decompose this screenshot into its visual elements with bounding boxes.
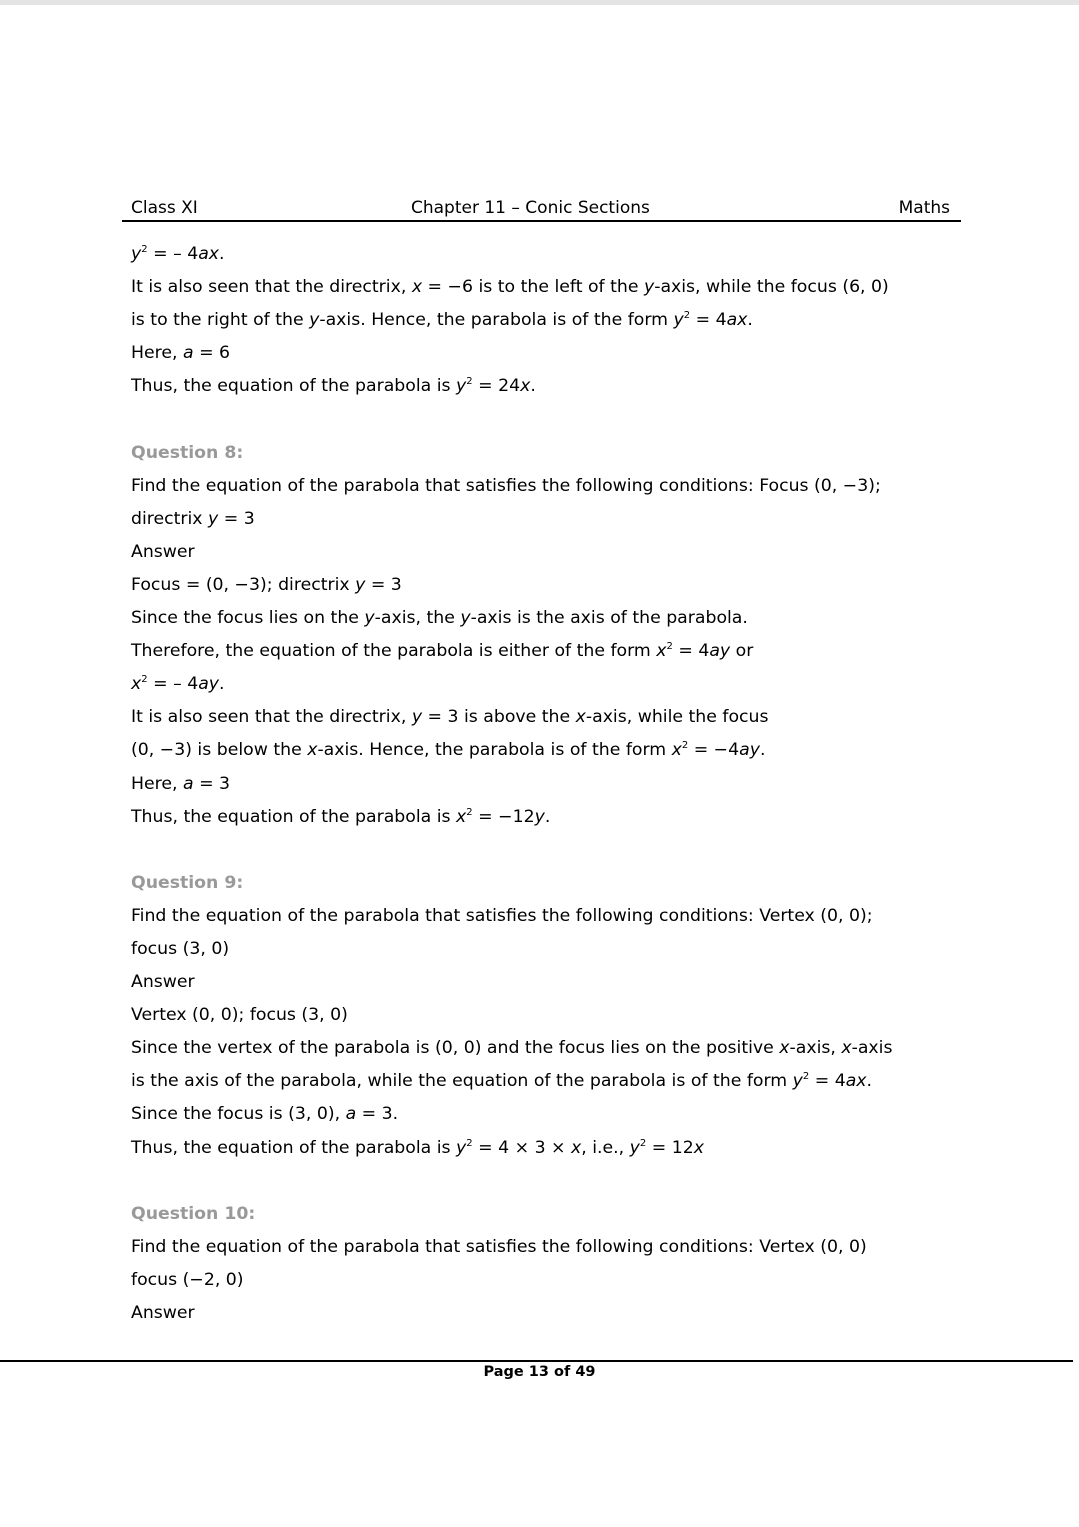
math-variable: ay bbox=[739, 740, 760, 761]
text: Answer bbox=[131, 541, 195, 562]
question-heading bbox=[131, 437, 971, 470]
text-line bbox=[131, 1098, 971, 1131]
text: = 3. bbox=[356, 1104, 399, 1125]
text-line bbox=[131, 602, 971, 635]
header-subject: Maths bbox=[898, 198, 950, 218]
text: -axis, while the focus (6, 0) bbox=[654, 277, 889, 298]
math-variable: x bbox=[411, 277, 423, 298]
math-variable: y bbox=[456, 376, 467, 397]
text: = −6 is to the left of the bbox=[422, 277, 644, 298]
text-line bbox=[131, 701, 971, 734]
text: = 3 is above the bbox=[422, 707, 576, 728]
math-variable: x bbox=[656, 641, 667, 662]
math-variable: a bbox=[182, 773, 194, 794]
text-line bbox=[131, 1231, 971, 1264]
text: -axis. Hence, the parabola is of the form bbox=[317, 740, 672, 761]
text-line bbox=[131, 503, 971, 536]
math-variable: x bbox=[571, 1137, 582, 1158]
math-variable: x bbox=[131, 674, 142, 695]
math-variable: y bbox=[534, 806, 545, 827]
math-variable: ay bbox=[709, 641, 731, 662]
text: -axis, the bbox=[374, 608, 461, 629]
text-line bbox=[131, 1264, 971, 1297]
text: , i.e., bbox=[581, 1137, 630, 1158]
text-line bbox=[131, 304, 971, 337]
text: It is also seen that the directrix, bbox=[131, 277, 412, 298]
text: . bbox=[219, 244, 225, 264]
superscript: 2 bbox=[141, 674, 148, 686]
text: Find the equation of the parabola that satisfies the following conditions: Focus (0, −3); bbox=[131, 475, 881, 496]
text-line bbox=[131, 635, 971, 668]
math-variable: y bbox=[643, 277, 655, 298]
math-variable: y bbox=[456, 1137, 467, 1158]
question-heading bbox=[131, 867, 971, 900]
text-line bbox=[131, 1297, 971, 1330]
text: focus (3, 0) bbox=[131, 938, 230, 959]
text-line bbox=[131, 1065, 971, 1098]
text-line bbox=[131, 734, 971, 767]
superscript: 2 bbox=[666, 641, 673, 653]
text: (0, −3) is below the bbox=[131, 740, 308, 761]
superscript: 2 bbox=[681, 740, 689, 752]
text: = 3 bbox=[365, 574, 402, 595]
text: = 4 × 3 × bbox=[472, 1137, 572, 1158]
math-variable: ax bbox=[198, 244, 220, 264]
text-line bbox=[131, 668, 971, 701]
question-heading bbox=[131, 1198, 971, 1231]
question-label: Question 10: bbox=[131, 1203, 256, 1224]
text: Vertex (0, 0); focus (3, 0) bbox=[131, 1005, 348, 1026]
math-variable: ay bbox=[198, 674, 220, 695]
math-variable: x bbox=[307, 740, 318, 761]
question-label: Question 9: bbox=[131, 872, 244, 893]
viewer-top-bar bbox=[0, 0, 1079, 5]
text: Since the vertex of the parabola is (0, 0) and the focus lies on the positive bbox=[131, 1038, 780, 1059]
math-variable: y bbox=[355, 574, 366, 595]
text: -axis bbox=[851, 1038, 893, 1059]
math-variable: x bbox=[841, 1038, 852, 1059]
text: Find the equation of the parabola that satisfies the following conditions: Vertex (0, 0); bbox=[131, 905, 873, 926]
text: Thus, the equation of the parabola is bbox=[131, 1137, 457, 1158]
math-variable: ax bbox=[845, 1071, 867, 1092]
text: Here, bbox=[131, 343, 183, 364]
text: = – 4 bbox=[147, 244, 199, 264]
text: -axis. Hence, the parabola is of the form bbox=[319, 310, 674, 331]
math-variable: y bbox=[364, 608, 375, 629]
text: Here, bbox=[131, 773, 183, 794]
text: It is also seen that the directrix, bbox=[131, 707, 412, 728]
text: Thus, the equation of the parabola is bbox=[131, 806, 457, 827]
superscript: 2 bbox=[466, 1137, 473, 1149]
math-variable: x bbox=[671, 740, 682, 761]
math-variable: x bbox=[779, 1038, 790, 1059]
blank-line bbox=[131, 834, 971, 867]
text: = 3 bbox=[218, 508, 255, 529]
math-variable: a bbox=[182, 343, 194, 364]
text-line bbox=[131, 569, 971, 602]
footer-divider bbox=[0, 1360, 1073, 1362]
text: or bbox=[730, 641, 754, 662]
blank-line bbox=[131, 403, 971, 436]
text: = 4 bbox=[690, 310, 727, 331]
text-line bbox=[131, 900, 971, 933]
math-variable: a bbox=[345, 1104, 357, 1125]
math-variable: y bbox=[411, 707, 423, 728]
math-variable: y bbox=[629, 1137, 640, 1158]
text: = 24 bbox=[472, 376, 521, 397]
page-number: Page 13 of 49 bbox=[483, 1364, 596, 1380]
page-header bbox=[122, 198, 961, 222]
text: is to the right of the bbox=[131, 310, 310, 331]
text-line bbox=[131, 933, 971, 966]
text: Since the focus is (3, 0), bbox=[131, 1104, 346, 1125]
superscript: 2 bbox=[639, 1137, 647, 1149]
text: . bbox=[866, 1071, 873, 1092]
text-line bbox=[131, 238, 971, 271]
text: . bbox=[760, 740, 766, 761]
page-body bbox=[131, 238, 971, 1330]
superscript: 2 bbox=[466, 376, 473, 388]
text: = 4 bbox=[672, 641, 710, 662]
math-variable: y bbox=[208, 508, 219, 529]
text: is the axis of the parabola, while the equation of the parabola is of the form bbox=[131, 1071, 793, 1092]
text: . bbox=[544, 806, 551, 827]
math-variable: x bbox=[456, 806, 467, 827]
math-variable: y bbox=[673, 310, 684, 331]
text: = −12 bbox=[472, 806, 535, 827]
text: = 3 bbox=[193, 773, 231, 794]
text: = 4 bbox=[809, 1071, 846, 1092]
text: focus (−2, 0) bbox=[131, 1269, 244, 1290]
text: Therefore, the equation of the parabola is either of the form bbox=[131, 641, 657, 662]
text: = – 4 bbox=[147, 674, 199, 695]
text: Thus, the equation of the parabola is bbox=[131, 376, 457, 397]
text: -axis, while the focus bbox=[585, 707, 769, 728]
math-variable: y bbox=[309, 310, 320, 331]
text-line bbox=[131, 999, 971, 1032]
superscript: 2 bbox=[466, 806, 473, 818]
text-line bbox=[131, 801, 971, 834]
math-variable: x bbox=[693, 1137, 704, 1158]
text-line bbox=[131, 337, 971, 370]
text-line bbox=[131, 966, 971, 999]
text: Focus = (0, −3); directrix bbox=[131, 574, 356, 595]
text: Find the equation of the parabola that satisfies the following conditions: Vertex (0, 0) bbox=[131, 1236, 867, 1257]
header-chapter: Chapter 11 – Conic Sections bbox=[411, 198, 650, 218]
text: . bbox=[219, 674, 225, 695]
text-line bbox=[131, 768, 971, 801]
superscript: 2 bbox=[802, 1071, 810, 1083]
superscript: 2 bbox=[683, 310, 691, 322]
text: Answer bbox=[131, 1303, 195, 1323]
math-variable: x bbox=[575, 707, 586, 728]
question-label: Question 8: bbox=[131, 442, 244, 463]
text: -axis is the axis of the parabola. bbox=[470, 608, 748, 629]
text-line bbox=[131, 271, 971, 304]
text: directrix bbox=[131, 508, 209, 529]
text-line bbox=[131, 536, 971, 569]
text: = 6 bbox=[193, 343, 231, 364]
text-line bbox=[131, 470, 971, 503]
header-class: Class XI bbox=[131, 198, 198, 218]
math-variable: x bbox=[520, 376, 531, 397]
text-line bbox=[131, 1132, 971, 1165]
text: . bbox=[747, 310, 753, 331]
math-variable: y bbox=[460, 608, 471, 629]
text-line bbox=[131, 1032, 971, 1065]
text: Since the focus lies on the bbox=[131, 608, 365, 629]
math-variable: y bbox=[131, 244, 142, 264]
text: . bbox=[530, 376, 536, 397]
math-variable: y bbox=[792, 1071, 803, 1092]
text: = 12 bbox=[646, 1137, 694, 1158]
text-line bbox=[131, 370, 971, 403]
math-variable: ax bbox=[726, 310, 748, 331]
blank-line bbox=[131, 1165, 971, 1198]
text: -axis, bbox=[789, 1038, 842, 1059]
superscript: 2 bbox=[141, 244, 148, 255]
text: = −4 bbox=[688, 740, 740, 761]
text: Answer bbox=[131, 972, 195, 993]
